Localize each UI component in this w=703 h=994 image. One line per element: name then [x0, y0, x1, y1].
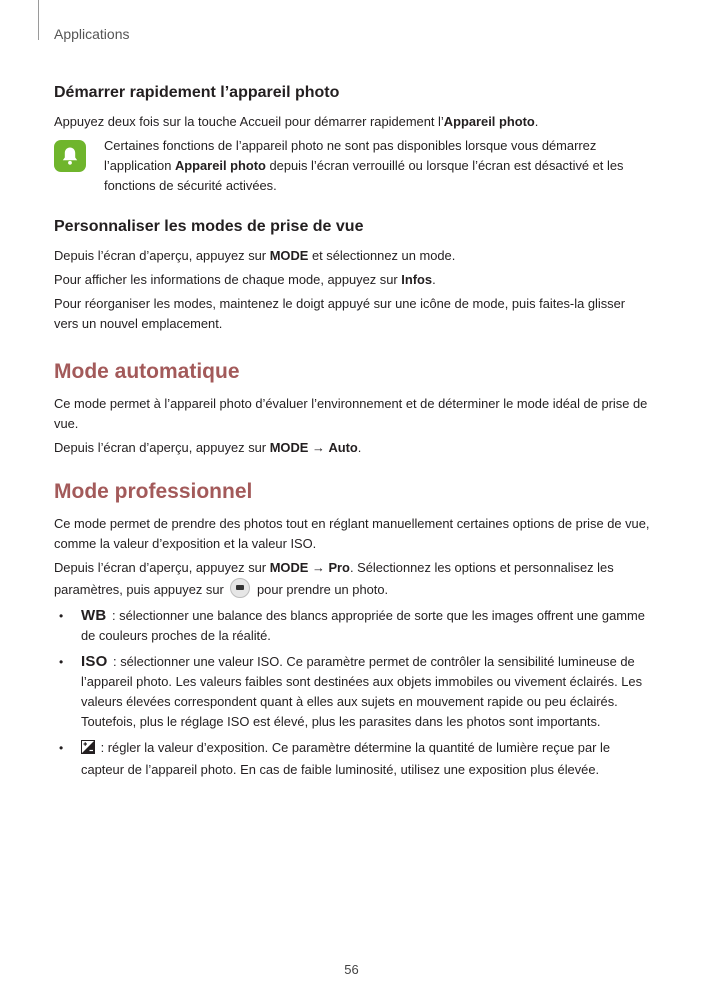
pro-mode-title: Mode professionnel [54, 480, 253, 503]
bullet: • [59, 609, 64, 623]
list-item: • WB : sélectionner une balance des blancs appropriée de sorte que les images offrent une gamme de couleurs proches de la réalité. [59, 607, 645, 643]
pro-mode-p2: Depuis l’écran d’aperçu, appuyez sur MODE → Pro. Sélectionnez les options et personnalisez les paramètres, puis appuyez sur pour prendre un photo. [54, 560, 614, 597]
header-section-label: Applications [54, 26, 130, 42]
page-number: 56 [344, 962, 359, 977]
quick-launch-title: Démarrer rapidement l’appareil photo [54, 84, 340, 101]
pro-mode-p1: Ce mode permet de prendre des photos tout en réglant manuellement certaines options de prise de vue, comme la valeur d’exposition et la valeur ISO. [54, 516, 650, 551]
note-text: Certaines fonctions de l’appareil photo ne sont pas disponibles lorsque vous démarrez l’application Appareil photo depuis l’écran verrouillé ou lorsque l’écran est désactivé et les fonctions de sécurité activées. [104, 138, 624, 193]
list-item: • : régler la valeur d’exposition. Ce paramètre détermine la quantité de lumière reçue par le capteur de l’appareil photo. En cas de faible luminosité, utilisez une exposition plus élevée. [59, 740, 611, 777]
bullet: • [59, 655, 64, 669]
bullet: • [59, 741, 64, 755]
list-item: • ISO : sélectionner une valeur ISO. Ce paramètre permet de contrôler la sensibilité lumineuse de l’appareil photo. Les valeurs faibles sont destinées aux objets immobiles ou vivement éclairés. Les valeurs élevées correspondent quant à elles aux sujets en mouvement rapide ou peu éclairés. Toutefois, plus le réglage ISO est élevé, plus les parasites dans les photos sont importants. [59, 653, 643, 729]
exposure-icon [81, 740, 95, 760]
margin-line [38, 0, 39, 40]
custom-modes-p3: Pour réorganiser les modes, maintenez le doigt appuyé sur une icône de mode, puis faites-la glisser vers un nouvel emplacement. [54, 296, 626, 331]
auto-mode-title: Mode automatique [54, 360, 240, 383]
white-balance-icon: WB [81, 607, 107, 624]
note-box [54, 136, 652, 196]
iso-icon: ISO [81, 653, 108, 670]
custom-modes-p2: Pour afficher les informations de chaque mode, appuyez sur Infos. [54, 272, 436, 287]
auto-mode-p2: Depuis l’écran d’aperçu, appuyez sur MODE → Auto. [54, 440, 362, 455]
camera-shutter-icon [230, 578, 250, 598]
bell-icon [54, 140, 86, 172]
auto-mode-p1: Ce mode permet à l’appareil photo d’évaluer l’environnement et de déterminer le mode idéal de prise de vue. [54, 396, 648, 431]
custom-modes-p1: Depuis l’écran d’aperçu, appuyez sur MODE et sélectionnez un mode. [54, 248, 456, 263]
quick-launch-text: Appuyez deux fois sur la touche Accueil pour démarrer rapidement l’Appareil photo. [54, 114, 539, 129]
page-content [54, 84, 652, 786]
pro-options-list [54, 606, 652, 780]
custom-modes-title: Personnaliser les modes de prise de vue [54, 218, 364, 235]
